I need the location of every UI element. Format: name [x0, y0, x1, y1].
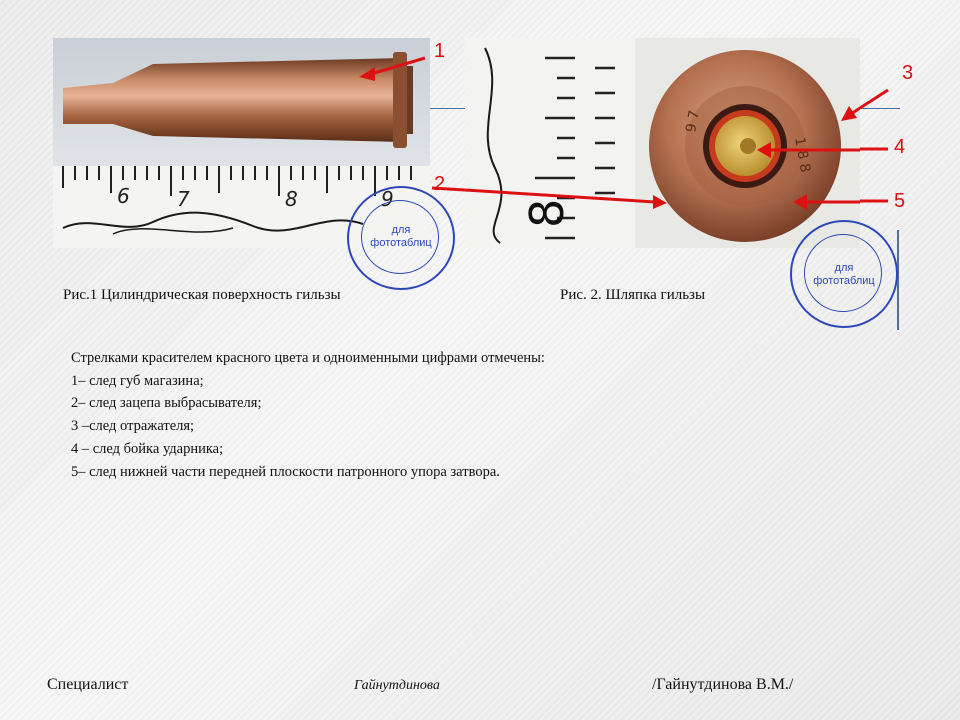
- svg-text:1 8 8: 1 8 8: [791, 135, 814, 174]
- stamp-text-line1: для: [834, 262, 854, 274]
- marker-label-2: 2: [434, 173, 446, 195]
- svg-text:6: 6: [117, 184, 130, 208]
- svg-text:8: 8: [520, 198, 574, 228]
- marker-label-3: 3: [902, 62, 914, 84]
- stamp-seal: [347, 186, 455, 290]
- figure-1-caption: Рис.1 Цилиндрическая поверхность гильзы: [63, 287, 341, 303]
- marker-label-4: 4: [894, 136, 906, 158]
- footer-name: /Гайнутдинова В.М./: [652, 676, 794, 693]
- marker-label-1: 1: [434, 40, 446, 62]
- figure-2-caption: Рис. 2. Шляпка гильзы: [560, 287, 706, 303]
- marker-label-5: 5: [894, 190, 906, 212]
- stamp-seal: [790, 220, 898, 328]
- svg-text:9 7: 9 7: [683, 108, 703, 134]
- description-block: [71, 347, 545, 483]
- description-item: 1– след губ магазина;: [71, 372, 204, 389]
- footer-signature: Гайнутдинова: [354, 678, 440, 693]
- description-item: 5– след нижней части передней плоскости патронного упора затвора.: [71, 463, 500, 480]
- description-intro: Стрелками красителем красного цвета и одноименными цифрами отмечены:: [71, 350, 545, 366]
- stamp-text-line1: для: [391, 224, 411, 236]
- svg-text:8: 8: [285, 187, 298, 211]
- stamp-text-line2: фототаблиц: [813, 275, 875, 287]
- description-item: 2– след зацепа выбрасывателя;: [71, 395, 262, 412]
- footer-role: Специалист: [47, 676, 129, 693]
- svg-text:7: 7: [177, 187, 190, 211]
- description-item: 4 – след бойка ударника;: [71, 440, 224, 457]
- svg-text:9: 9: [381, 187, 394, 211]
- description-item: 3 –след отражателя;: [71, 418, 195, 435]
- photo-cartridge-head: [465, 38, 860, 248]
- stamp-text-line2: фототаблиц: [370, 237, 432, 249]
